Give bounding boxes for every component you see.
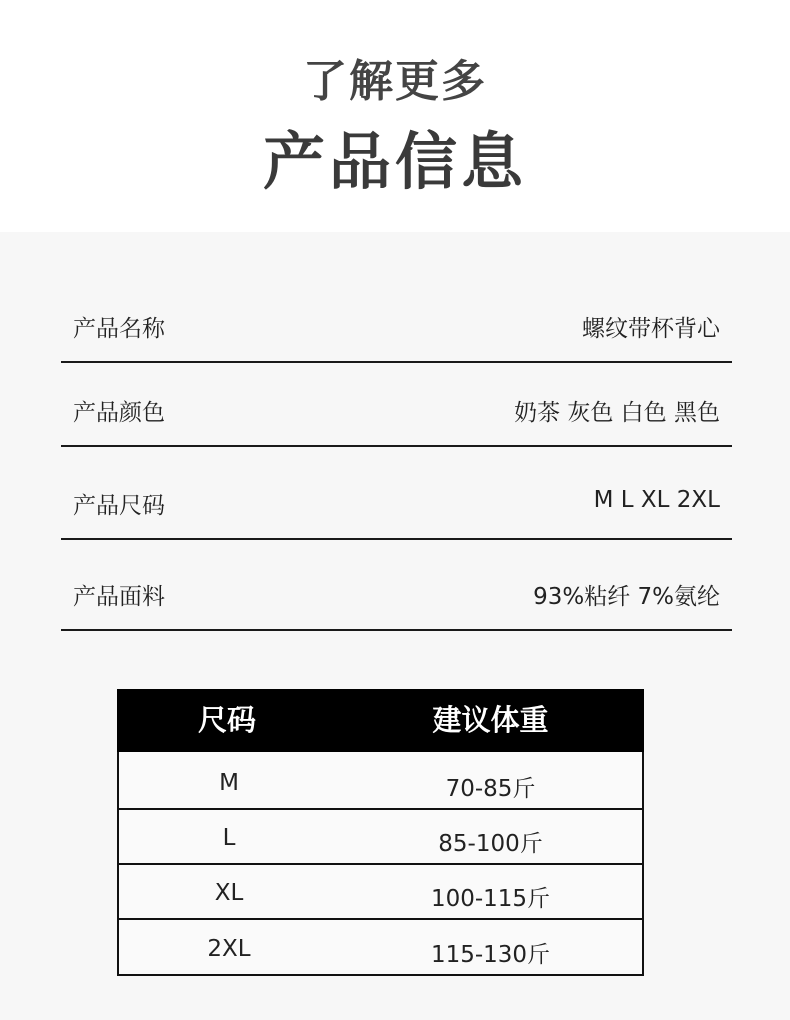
header-section [0,0,790,232]
weight-cell: 100-115斤 [430,886,551,912]
table-row [119,808,642,863]
size-cell: L [222,825,236,851]
table-row [119,918,642,974]
size-cell: 2XL [207,936,251,962]
info-label: 产品面料 [73,584,165,610]
info-row-name [61,290,732,363]
size-table-body [117,752,644,976]
size-table-header [117,689,644,752]
size-cell: XL [214,880,244,906]
weight-cell: 70-85斤 [445,776,536,802]
info-row-size [61,447,732,540]
info-label: 产品名称 [73,316,165,342]
table-row [119,863,642,918]
weight-column-header: 建议体重 [432,703,549,737]
info-value: M L XL 2XL [593,487,720,513]
info-label: 产品尺码 [73,493,165,519]
learn-more-subtitle: 了解更多 [303,56,487,107]
info-value: 螺纹带杯背心 [582,316,720,342]
page-title: 产品信息 [262,125,527,198]
weight-cell: 85-100斤 [438,831,543,857]
info-value: 奶茶 灰色 白色 黑色 [514,400,720,426]
info-value: 93%粘纤 7%氨纶 [533,584,720,610]
info-row-fabric [61,540,732,631]
info-row-color [61,363,732,447]
size-column-header: 尺码 [197,703,256,737]
table-row [119,752,642,808]
info-label: 产品颜色 [73,400,165,426]
size-cell: M [219,770,239,796]
weight-cell: 115-130斤 [430,942,551,968]
